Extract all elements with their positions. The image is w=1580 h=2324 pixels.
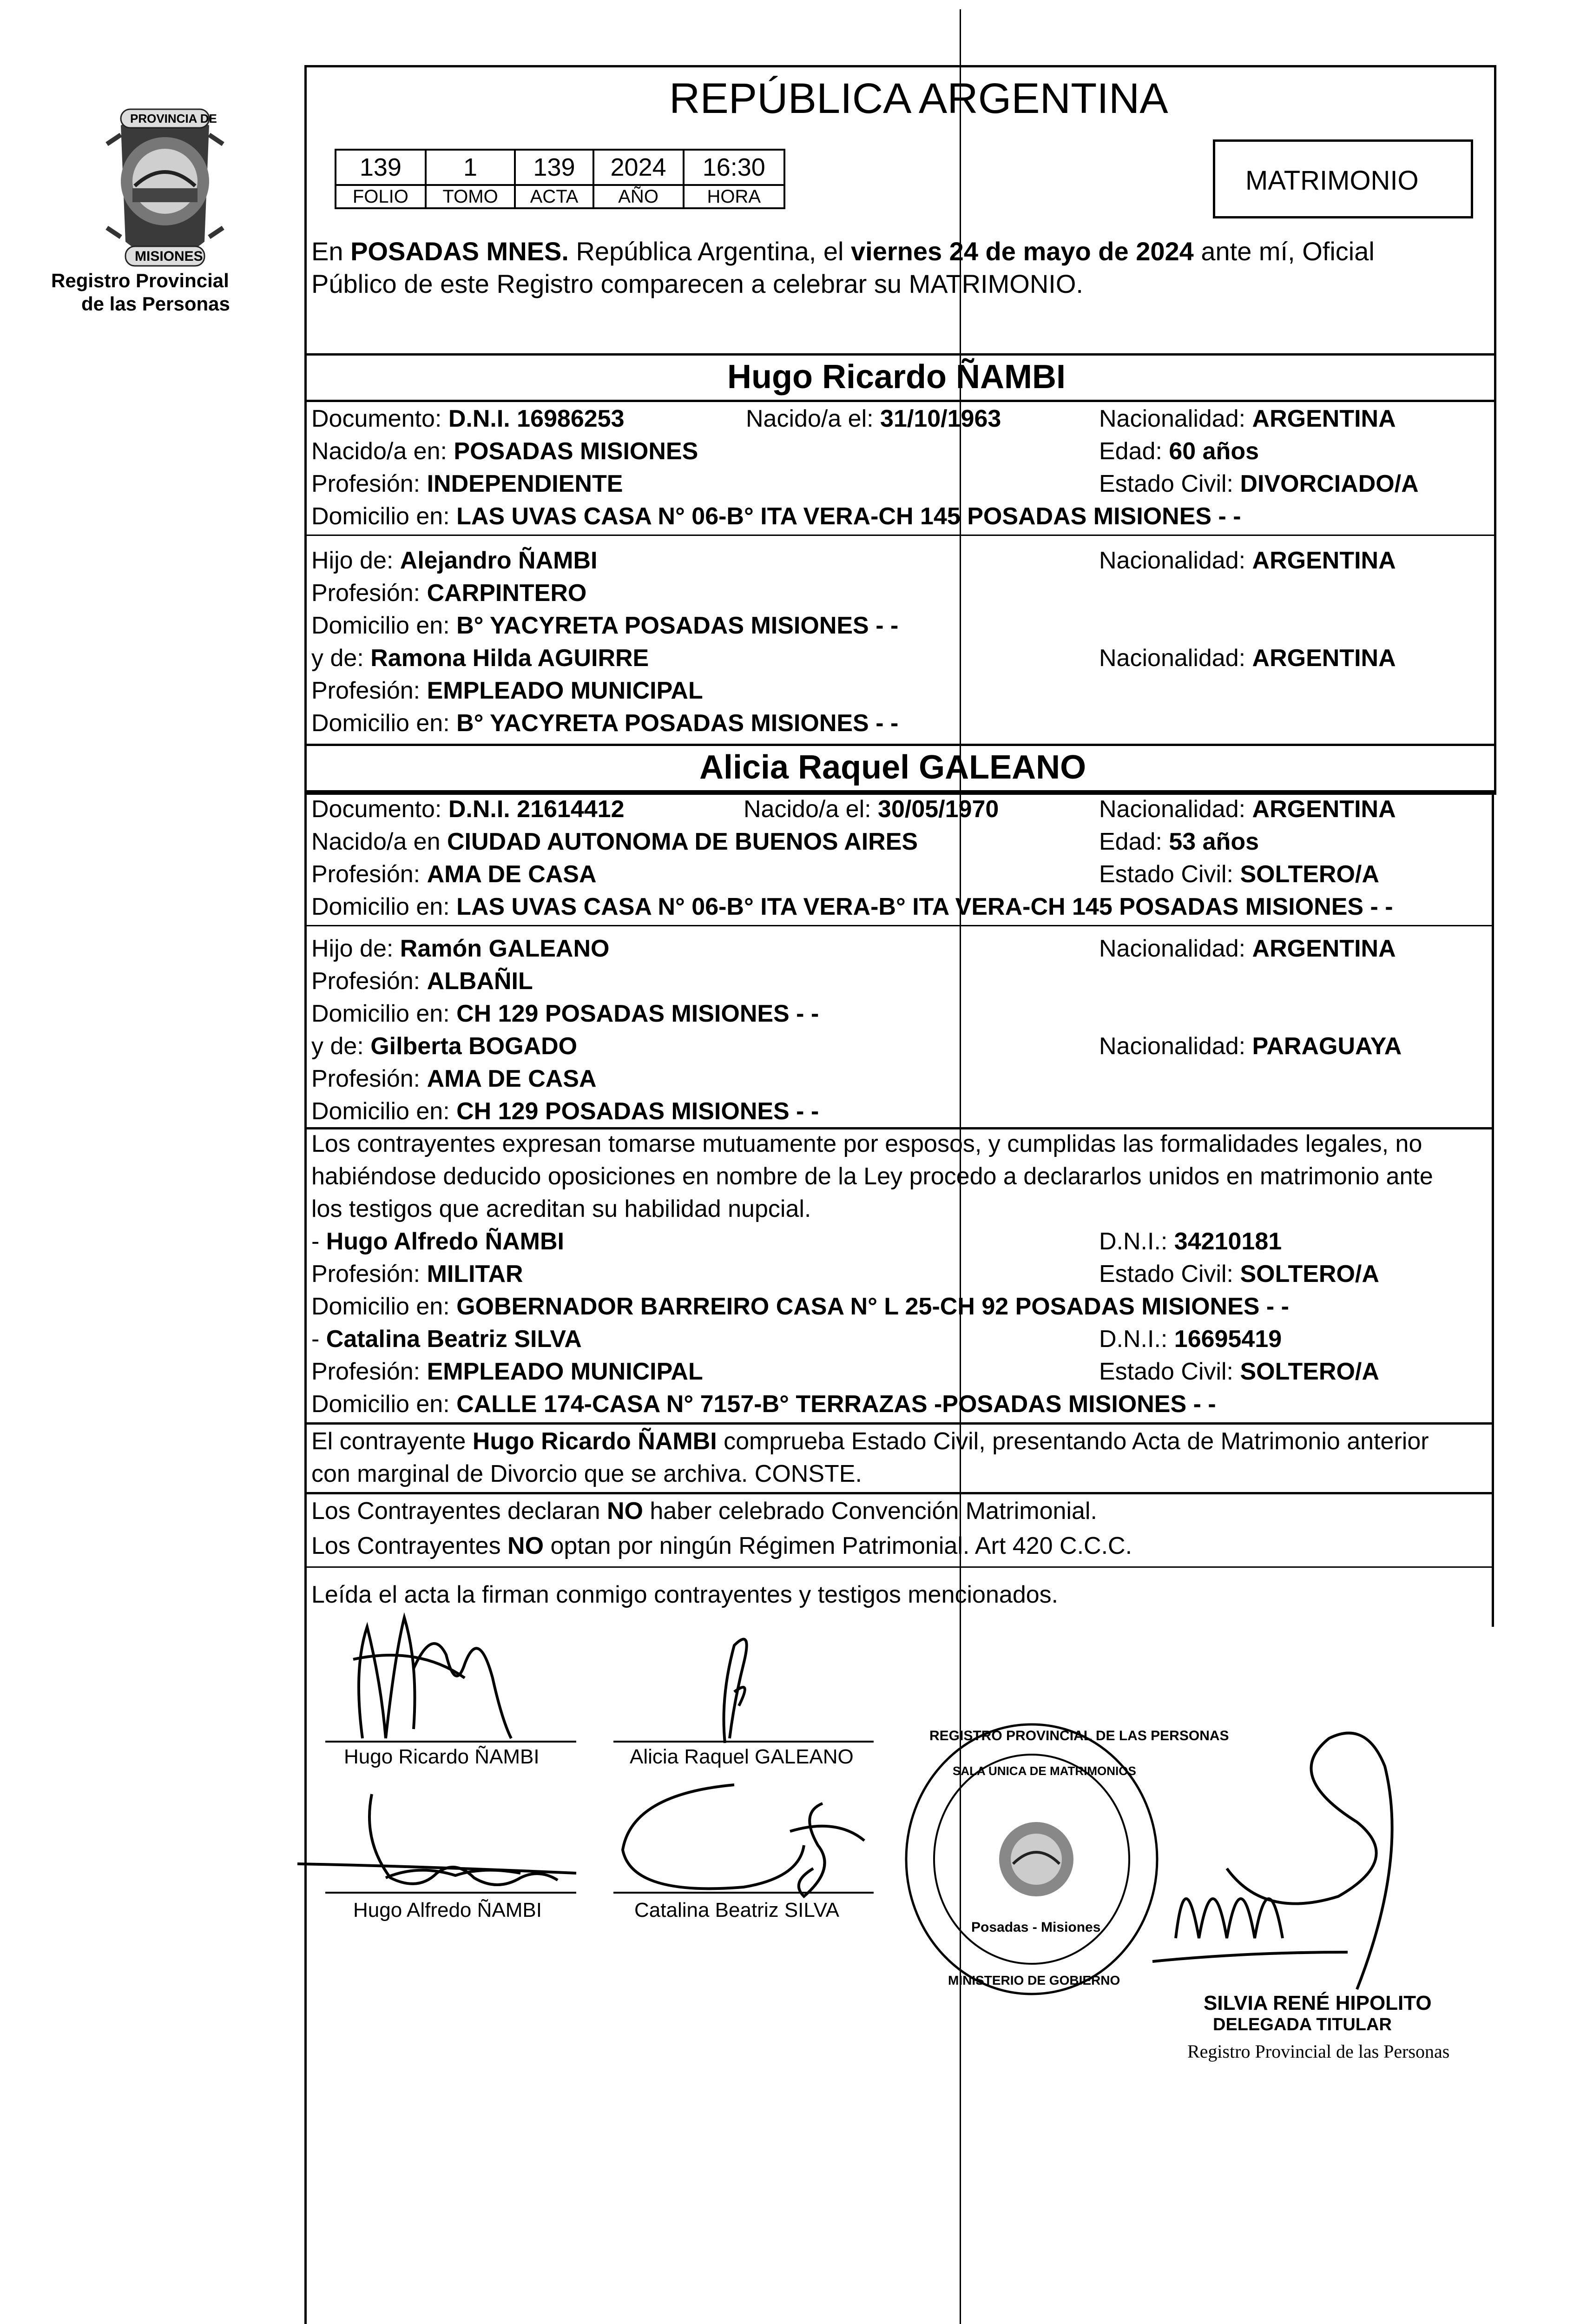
closing-line: Leída el acta la firman conmigo contrayentes y testigos mencionados. bbox=[311, 1581, 1059, 1608]
party1-father-address: B° YACYRETA POSADAS MISIONES - - bbox=[456, 612, 899, 639]
label: Nacido/a en bbox=[311, 828, 447, 855]
signature-caption-3: Hugo Alfredo ÑAMBI bbox=[353, 1899, 542, 1921]
party2-civil-status: SOLTERO/A bbox=[1240, 861, 1379, 888]
label: Documento: bbox=[311, 796, 448, 823]
label: Estado Civil: bbox=[1099, 861, 1240, 888]
party1-civil-line bbox=[1099, 469, 1419, 498]
regime-no: NO bbox=[507, 1532, 544, 1559]
party1-mother-name: Ramona Hilda AGUIRRE bbox=[370, 645, 649, 672]
label: Estado Civil: bbox=[1099, 470, 1240, 497]
witness1-name-line bbox=[311, 1227, 564, 1256]
party2-nationality: ARGENTINA bbox=[1252, 796, 1396, 823]
logo-caption-line2: de las Personas bbox=[81, 293, 230, 315]
party1-birthplace: POSADAS MISIONES bbox=[454, 438, 698, 465]
party1-father-nationality: ARGENTINA bbox=[1252, 547, 1396, 574]
intro-city: POSADAS MNES. bbox=[350, 237, 569, 266]
divider bbox=[304, 400, 1494, 402]
note-line-2: con marginal de Divorcio que se archiva. CONSTE. bbox=[311, 1460, 862, 1487]
party1-age: 60 años bbox=[1169, 438, 1259, 465]
party2-birthdate: 30/05/1970 bbox=[878, 796, 999, 823]
party1-name: Hugo Ricardo ÑAMBI bbox=[727, 358, 1066, 396]
party1-mother-dom-line bbox=[311, 709, 898, 738]
label: Nacionalidad: bbox=[1099, 935, 1252, 962]
party2-birthplace: CIUDAD AUTONOMA DE BUENOS AIRES bbox=[447, 828, 918, 855]
witness1-address: GOBERNADOR BARREIRO CASA N° L 25-CH 92 POSADAS MISIONES - - bbox=[456, 1293, 1290, 1320]
label: Nacionalidad: bbox=[1099, 796, 1252, 823]
label: Profesión: bbox=[311, 1065, 427, 1092]
divider bbox=[304, 744, 1494, 746]
witness2-civil-status: SOLTERO/A bbox=[1240, 1358, 1379, 1385]
witness2-address: CALLE 174-CASA N° 7157-B° TERRAZAS -POSADAS MISIONES - - bbox=[456, 1391, 1216, 1418]
intro-text: República Argentina, el bbox=[568, 237, 851, 266]
label: Estado Civil: bbox=[1099, 1358, 1240, 1385]
party2-mother-prof-line bbox=[311, 1064, 597, 1093]
party2-doc-line bbox=[311, 795, 625, 824]
label: Hijo de: bbox=[311, 935, 400, 962]
party2-mother-address: CH 129 POSADAS MISIONES - - bbox=[456, 1098, 819, 1125]
witness1-profession: MILITAR bbox=[427, 1261, 523, 1287]
party2-prof-line bbox=[311, 860, 597, 889]
party2-age-line bbox=[1099, 827, 1259, 856]
label: Nacionalidad: bbox=[1099, 405, 1252, 432]
page-title: REPÚBLICA ARGENTINA bbox=[669, 75, 1168, 122]
party1-nationality: ARGENTINA bbox=[1252, 405, 1396, 432]
label: Nacido/a el: bbox=[746, 405, 881, 432]
intro-text: En bbox=[311, 237, 351, 266]
label: Profesión: bbox=[311, 580, 427, 607]
label: Domicilio en: bbox=[311, 1098, 457, 1125]
label: Edad: bbox=[1099, 438, 1169, 465]
party2-profession: AMA DE CASA bbox=[427, 861, 597, 888]
party1-father-prof-line bbox=[311, 579, 586, 607]
label: y de: bbox=[311, 1033, 371, 1060]
party2-dni: D.N.I. 21614412 bbox=[448, 796, 625, 823]
signature-hugo-alfredo bbox=[279, 1785, 604, 1906]
signature-rule bbox=[325, 1741, 576, 1743]
left-margin-line bbox=[304, 65, 307, 2324]
label: Profesión: bbox=[311, 470, 427, 497]
folio-label: FOLIO bbox=[336, 185, 426, 208]
acta-value: 139 bbox=[515, 150, 593, 185]
label: y de: bbox=[311, 645, 371, 672]
signature-rule bbox=[613, 1741, 874, 1743]
officer-role: DELEGADA TITULAR bbox=[1213, 2015, 1392, 2034]
party1-address: LAS UVAS CASA N° 06-B° ITA VERA-CH 145 POSADAS MISIONES - - bbox=[456, 503, 1241, 530]
party1-mother-profession: EMPLEADO MUNICIPAL bbox=[427, 677, 703, 704]
signature-catalina bbox=[604, 1776, 892, 1915]
logo-bottom-text: MISIONES bbox=[135, 249, 203, 264]
regime-text: optan por ningún Régimen Patrimonial. Art 420 C.C.C. bbox=[544, 1532, 1132, 1559]
party2-father-prof-line bbox=[311, 967, 533, 996]
label: Profesión: bbox=[311, 968, 427, 995]
witness2-dom-line bbox=[311, 1390, 1216, 1419]
witness1-dom-line bbox=[311, 1292, 1289, 1321]
witness1-prof-line bbox=[311, 1260, 523, 1288]
intro-line-1 bbox=[311, 237, 1375, 266]
party1-father-nat-line bbox=[1099, 546, 1396, 575]
party2-age: 53 años bbox=[1169, 828, 1259, 855]
party2-civil-line bbox=[1099, 860, 1379, 889]
party2-mother-nationality: PARAGUAYA bbox=[1252, 1033, 1402, 1060]
label: Domicilio en: bbox=[311, 893, 457, 920]
label: - bbox=[311, 1228, 326, 1255]
logo-arc-text: PROVINCIA DE bbox=[130, 112, 217, 125]
party1-mother-address: B° YACYRETA POSADAS MISIONES - - bbox=[456, 710, 899, 737]
witness2-dni: 16695419 bbox=[1174, 1326, 1282, 1353]
party2-father-nationality: ARGENTINA bbox=[1252, 935, 1396, 962]
regime-text: Los Contrayentes bbox=[311, 1532, 508, 1559]
signature-rule bbox=[325, 1892, 576, 1894]
label: Profesión: bbox=[311, 1261, 427, 1287]
party2-father-nat-line bbox=[1099, 934, 1396, 963]
label: Domicilio en: bbox=[311, 612, 457, 639]
label: Edad: bbox=[1099, 828, 1169, 855]
convention-line bbox=[311, 1497, 1097, 1525]
party2-mother-profession: AMA DE CASA bbox=[427, 1065, 597, 1092]
party2-father-profession: ALBAÑIL bbox=[427, 968, 533, 995]
label: Nacionalidad: bbox=[1099, 547, 1252, 574]
witness2-name: Catalina Beatriz SILVA bbox=[326, 1326, 582, 1353]
party1-doc-line bbox=[311, 404, 625, 433]
party1-mother-prof-line bbox=[311, 676, 703, 705]
witness2-prof-line bbox=[311, 1357, 703, 1386]
label: Domicilio en: bbox=[311, 1000, 457, 1027]
party1-dom-line bbox=[311, 502, 1241, 531]
party2-father-line bbox=[311, 934, 609, 963]
party1-dni: D.N.I. 16986253 bbox=[448, 405, 625, 432]
signature-caption-4: Catalina Beatriz SILVA bbox=[634, 1899, 840, 1921]
party1-mother-nat-line bbox=[1099, 644, 1396, 673]
anio-label: AÑO bbox=[593, 185, 684, 208]
party1-father-profession: CARPINTERO bbox=[427, 580, 587, 607]
note-text: El contrayente bbox=[311, 1428, 473, 1455]
witness2-dni-line bbox=[1099, 1325, 1282, 1353]
party2-mother-nat-line bbox=[1099, 1032, 1402, 1061]
party2-mother-dom-line bbox=[311, 1097, 819, 1126]
intro-date: viernes 24 de mayo de 2024 bbox=[850, 237, 1194, 266]
officer-org: Registro Provincial de las Personas bbox=[1187, 2041, 1450, 2062]
label: Domicilio en: bbox=[311, 1391, 457, 1418]
party2-father-address: CH 129 POSADAS MISIONES - - bbox=[456, 1000, 819, 1027]
label: D.N.I.: bbox=[1099, 1228, 1174, 1255]
party2-address: LAS UVAS CASA N° 06-B° ITA VERA-B° ITA VERA-CH 145 POSADAS MISIONES - - bbox=[456, 893, 1393, 920]
label: - bbox=[311, 1326, 326, 1353]
party2-dom-line bbox=[311, 892, 1393, 921]
party1-mother-line bbox=[311, 644, 649, 673]
witness2-profession: EMPLEADO MUNICIPAL bbox=[427, 1358, 703, 1385]
party1-father-name: Alejandro ÑAMBI bbox=[400, 547, 598, 574]
party2-place-line bbox=[311, 827, 918, 856]
party2-name: Alicia Raquel GALEANO bbox=[699, 749, 1086, 786]
right-border bbox=[1492, 790, 1494, 1627]
witness2-name-line bbox=[311, 1325, 582, 1353]
label: Profesión: bbox=[311, 861, 427, 888]
divider bbox=[304, 535, 1494, 536]
label: Nacionalidad: bbox=[1099, 645, 1252, 672]
signature-hugo-ricardo bbox=[325, 1599, 567, 1748]
witness1-civil-line bbox=[1099, 1260, 1379, 1288]
stamp-outer-text: REGISTRO PROVINCIAL DE LAS PERSONAS bbox=[929, 1728, 1229, 1743]
party1-prof-line bbox=[311, 469, 623, 498]
witness1-name: Hugo Alfredo ÑAMBI bbox=[326, 1228, 564, 1255]
tomo-label: TOMO bbox=[426, 185, 515, 208]
label: Documento: bbox=[311, 405, 448, 432]
signature-officer bbox=[1106, 1720, 1431, 1999]
hora-label: HORA bbox=[684, 185, 784, 208]
party2-mother-name: Gilberta BOGADO bbox=[370, 1033, 578, 1060]
registry-table bbox=[335, 149, 785, 209]
divider bbox=[304, 1566, 1494, 1568]
party1-born-line bbox=[746, 404, 1001, 433]
tomo-value: 1 bbox=[426, 150, 515, 185]
label: Domicilio en: bbox=[311, 710, 457, 737]
party1-nat-line bbox=[1099, 404, 1396, 433]
intro-text: ante mí, Oficial bbox=[1193, 237, 1375, 266]
folio-value: 139 bbox=[336, 150, 426, 185]
party2-father-dom-line bbox=[311, 999, 819, 1028]
officer-name: SILVIA RENÉ HIPOLITO bbox=[1204, 1992, 1432, 2014]
divider bbox=[304, 1492, 1494, 1494]
logo-caption-line1: Registro Provincial bbox=[51, 270, 229, 291]
divider bbox=[304, 1422, 1494, 1425]
party1-place-line bbox=[311, 437, 698, 466]
witness1-dni-line bbox=[1099, 1227, 1282, 1256]
convention-text: Los Contrayentes declaran bbox=[311, 1498, 607, 1525]
stamp-city-text: Posadas - Misiones bbox=[971, 1920, 1101, 1935]
label: D.N.I.: bbox=[1099, 1326, 1174, 1353]
signature-rule bbox=[613, 1892, 874, 1894]
party1-civil-status: DIVORCIADO/A bbox=[1240, 470, 1419, 497]
note-text: comprueba Estado Civil, presentando Acta de Matrimonio anterior bbox=[717, 1428, 1429, 1455]
divider bbox=[304, 353, 1494, 356]
witness1-civil-status: SOLTERO/A bbox=[1240, 1261, 1379, 1287]
stamp-inner-text: SALA UNICA DE MATRIMONIOS bbox=[953, 1764, 1136, 1778]
label: Nacido/a el: bbox=[744, 796, 878, 823]
note-party: Hugo Ricardo ÑAMBI bbox=[472, 1428, 717, 1455]
acta-label: ACTA bbox=[515, 185, 593, 208]
intro-line-2: Público de este Registro comparecen a celebrar su MATRIMONIO. bbox=[311, 269, 1083, 298]
party1-father-line bbox=[311, 546, 597, 575]
label: Domicilio en: bbox=[311, 503, 457, 530]
divider bbox=[304, 790, 1494, 792]
regime-line bbox=[311, 1532, 1132, 1560]
party2-born-line bbox=[744, 795, 999, 824]
label: Estado Civil: bbox=[1099, 1261, 1240, 1287]
label: Nacido/a en: bbox=[311, 438, 454, 465]
party1-birthdate: 31/10/1963 bbox=[880, 405, 1001, 432]
party1-father-dom-line bbox=[311, 611, 898, 640]
stamp-bottom-text: MINISTERIO DE GOBIERNO bbox=[948, 1973, 1120, 1987]
signature-caption-2: Alicia Raquel GALEANO bbox=[630, 1745, 854, 1768]
convention-text: haber celebrado Convención Matrimonial. bbox=[643, 1498, 1097, 1525]
anio-value: 2024 bbox=[593, 150, 684, 185]
party2-father-name: Ramón GALEANO bbox=[400, 935, 610, 962]
label: Hijo de: bbox=[311, 547, 400, 574]
declaration-line-3: los testigos que acreditan su habilidad nupcial. bbox=[311, 1195, 811, 1222]
divider bbox=[304, 925, 1494, 926]
convention-no: NO bbox=[606, 1498, 643, 1525]
party1-mother-nationality: ARGENTINA bbox=[1252, 645, 1396, 672]
declaration-line-2: habiéndose deducido oposiciones en nombre de la Ley procedo a declararlos unidos en matrimonio ante bbox=[311, 1163, 1433, 1190]
label: Nacionalidad: bbox=[1099, 1033, 1252, 1060]
doc-type: MATRIMONIO bbox=[1245, 165, 1419, 196]
note-line-1 bbox=[311, 1427, 1429, 1456]
party1-age-line bbox=[1099, 437, 1259, 466]
label: Profesión: bbox=[311, 1358, 427, 1385]
witness1-dni: 34210181 bbox=[1174, 1228, 1282, 1255]
label: Domicilio en: bbox=[311, 1293, 457, 1320]
signature-alicia bbox=[688, 1627, 781, 1748]
registry-logo bbox=[88, 88, 242, 284]
party1-profession: INDEPENDIENTE bbox=[427, 470, 623, 497]
label: Profesión: bbox=[311, 677, 427, 704]
signature-caption-1: Hugo Ricardo ÑAMBI bbox=[344, 1745, 540, 1768]
party2-mother-line bbox=[311, 1032, 577, 1061]
declaration-line-1: Los contrayentes expresan tomarse mutuamente por esposos, y cumplidas las formalidades legales, no bbox=[311, 1130, 1422, 1157]
witness2-civil-line bbox=[1099, 1357, 1379, 1386]
party2-nat-line bbox=[1099, 795, 1396, 824]
hora-value: 16:30 bbox=[684, 150, 784, 185]
